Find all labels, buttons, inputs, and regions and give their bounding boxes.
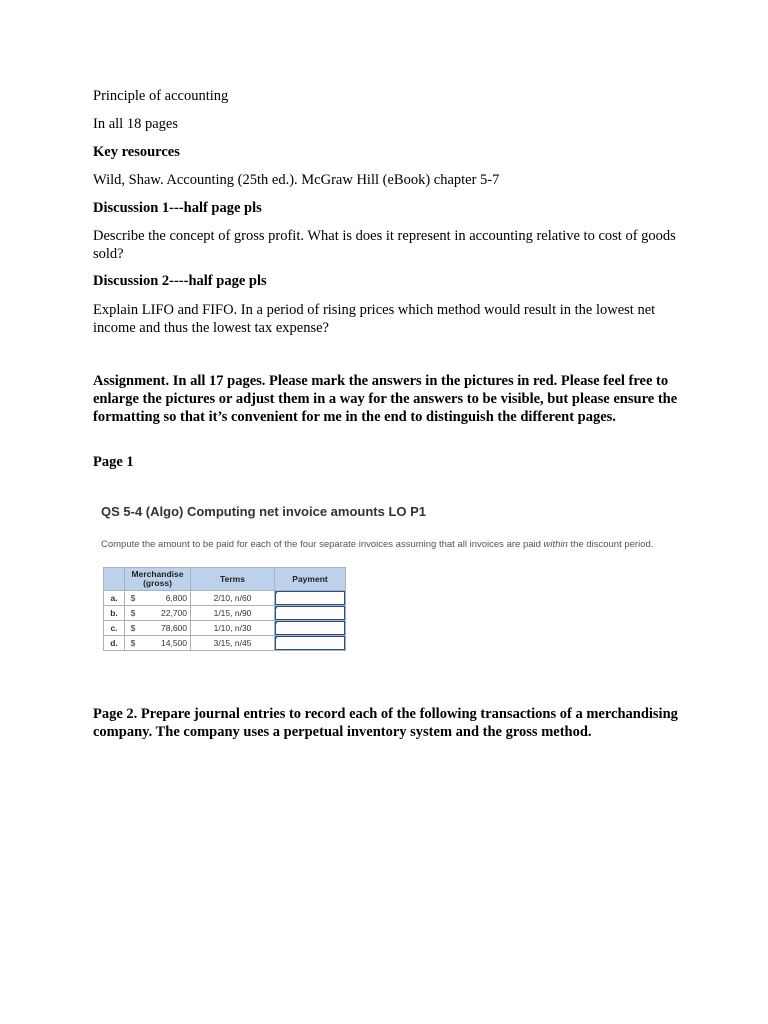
header-terms: Terms (191, 568, 275, 591)
table-row (104, 636, 346, 651)
payment-input-box[interactable] (275, 591, 345, 605)
currency-sign: $ (125, 606, 142, 621)
table-header-row (104, 568, 346, 591)
invoice-table (103, 567, 346, 651)
merchandise-amount: 22,700 (141, 606, 191, 621)
instruction-emphasis: within (543, 539, 568, 550)
currency-sign: $ (125, 636, 142, 651)
input-marker-icon (275, 636, 278, 641)
payment-input[interactable] (275, 591, 346, 606)
payment-input-box[interactable] (275, 621, 345, 635)
credit-terms: 1/15, n/90 (191, 606, 275, 621)
header-blank (104, 568, 125, 591)
page1-label: Page 1 (93, 454, 134, 470)
discussion2-heading: Discussion 2----half page pls (93, 273, 267, 289)
course-title: Principle of accounting (93, 88, 229, 104)
input-marker-icon (275, 606, 278, 611)
credit-terms: 1/10, n/30 (191, 621, 275, 636)
key-resources-heading: Key resources (93, 144, 180, 160)
discussion1-text: Describe the concept of gross profit. What is does it represent in accounting relative to cost of goods sold? (93, 228, 676, 262)
table-row (104, 591, 346, 606)
input-marker-icon (275, 591, 278, 596)
header-payment: Payment (275, 568, 346, 591)
row-letter: d. (104, 636, 125, 651)
discussion2-text: Explain LIFO and FIFO. In a period of rising prices which method would result in the lowest net income and thus the lowest tax expense? (93, 302, 656, 336)
input-marker-icon (275, 621, 278, 626)
row-letter: b. (104, 606, 125, 621)
credit-terms: 2/10, n/60 (191, 591, 275, 606)
payment-input[interactable] (275, 636, 346, 651)
payment-input[interactable] (275, 606, 346, 621)
table-row (104, 621, 346, 636)
row-letter: a. (104, 591, 125, 606)
row-letter: c. (104, 621, 125, 636)
currency-sign: $ (125, 621, 142, 636)
exercise-instruction: Compute the amount to be paid for each of the four separate invoices assuming that all invoices are paid within the discount period. (101, 539, 654, 550)
payment-input-box[interactable] (275, 636, 345, 650)
key-resources-text: Wild, Shaw. Accounting (25th ed.). McGraw Hill (eBook) chapter 5-7 (93, 172, 500, 188)
header-merchandise: Merchandise (gross) (125, 568, 191, 591)
discussion1-heading: Discussion 1---half page pls (93, 200, 262, 216)
table-row (104, 606, 346, 621)
page2-text: Page 2. Prepare journal entries to record each of the following transactions of a merchandising company. The company uses a perpetual inventory system and the gross method. (93, 706, 678, 740)
assignment-text: Assignment. In all 17 pages. Please mark the answers in the pictures in red. Please feel free to enlarge the pictures or adjust them in a way for the answers to be visible, but please ensure the formatting so that it’s convenient for me in the end to distinguish the different pages. (93, 373, 678, 425)
merchandise-amount: 6,800 (141, 591, 191, 606)
payment-input[interactable] (275, 621, 346, 636)
merchandise-amount: 14,500 (141, 636, 191, 651)
exercise-title: QS 5-4 (Algo) Computing net invoice amounts LO P1 (101, 504, 427, 519)
pages-total: In all 18 pages (93, 116, 178, 132)
merchandise-amount: 78,600 (141, 621, 191, 636)
payment-input-box[interactable] (275, 606, 345, 620)
credit-terms: 3/15, n/45 (191, 636, 275, 651)
currency-sign: $ (125, 591, 142, 606)
